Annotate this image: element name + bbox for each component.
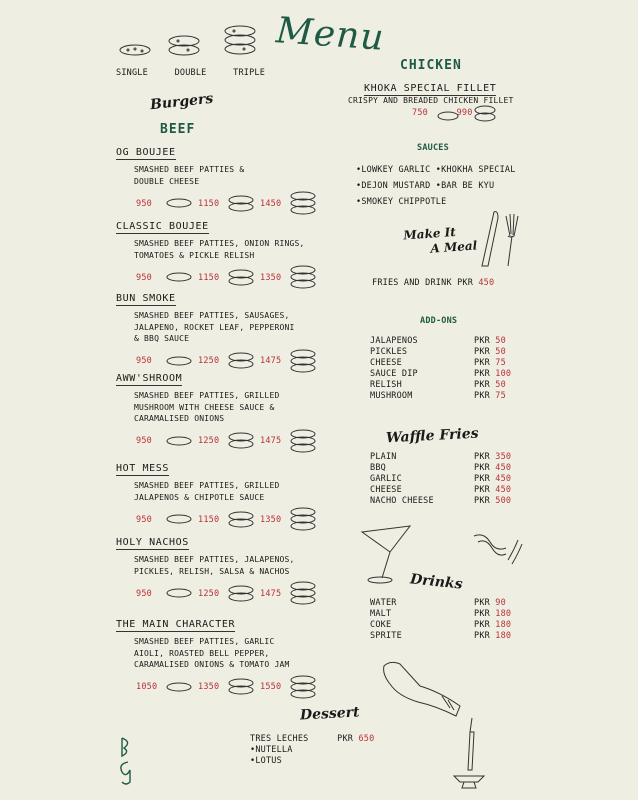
dessert-price: 650 <box>358 734 375 744</box>
sauce-item: •LOWKEY GARLIC <box>356 165 431 175</box>
waffle-price: 500 <box>495 496 512 506</box>
candle-icon <box>448 716 488 794</box>
burger-desc-line: TOMATOES & PICKLE RELISH <box>134 250 255 260</box>
patty-stack-icon <box>226 677 256 698</box>
drinks-item-name: COKE <box>370 620 392 630</box>
burger-desc-line: DOUBLE CHEESE <box>134 176 200 186</box>
burger-item <box>116 140 346 218</box>
size-labels <box>116 68 265 79</box>
burger-desc-line: SMASHED BEEF PATTIES, GARLIC <box>134 637 275 646</box>
addons-currency: PKR <box>474 347 490 357</box>
burger-desc <box>134 554 346 577</box>
sauce-item: •KHOKHA SPECIAL <box>435 165 516 175</box>
burgers-heading: Burgers <box>149 90 215 114</box>
drinks-list <box>370 598 570 642</box>
drinks-row <box>370 631 570 642</box>
meal-heading <box>403 223 478 258</box>
burger-price: 1150 <box>198 272 220 283</box>
sauces-list <box>356 162 516 210</box>
dessert-currency: PKR <box>337 734 354 744</box>
burger-price: 1450 <box>260 198 282 209</box>
waffle-item-name: CHEESE <box>370 485 402 495</box>
burger-desc <box>134 480 346 503</box>
drinks-currency: PKR <box>474 631 490 641</box>
chicken-price-double: 990 <box>456 108 473 118</box>
drinks-item-name: SPRITE <box>370 631 402 641</box>
burger-desc-line: SMASHED BEEF PATTIES, GRILLED <box>134 391 280 400</box>
burger-price: 1475 <box>260 588 282 599</box>
burger-desc <box>134 636 346 671</box>
burger-item <box>116 286 346 376</box>
dessert-name: TRES LECHES <box>250 734 309 744</box>
burger-desc-line: & BBQ SAUCE <box>134 334 190 343</box>
burger-price: 1350 <box>260 272 282 283</box>
patty-stack-icon <box>288 580 318 608</box>
drinks-currency: PKR <box>474 598 490 608</box>
burger-desc-line: SMASHED BEEF PATTIES, JALAPENOS, <box>134 555 295 564</box>
sauce-item: •SMOKEY CHIPPOTLE <box>356 197 447 207</box>
waffle-row <box>370 463 570 474</box>
burger-price: 1475 <box>260 436 282 446</box>
addons-currency: PKR <box>474 358 490 368</box>
burger-desc <box>134 390 346 425</box>
addons-item-name: PICKLES <box>370 347 408 357</box>
burger-desc-line: JALAPENO, ROCKET LEAF, PEPPERONI <box>134 322 295 332</box>
burger-name: BUN SMOKE <box>116 293 176 304</box>
sauce-item: •DEJON MUSTARD <box>356 181 431 191</box>
burger-desc-line: SMASHED BEEF PATTIES & <box>134 165 245 174</box>
burger-name: HOT MESS <box>116 463 169 474</box>
burger-price: 950 <box>136 514 152 525</box>
burger-item <box>116 214 346 292</box>
burger-name: OG BOUJEE <box>116 147 176 158</box>
drinks-item-name: WATER <box>370 598 397 608</box>
patty-stack-icon <box>164 587 194 601</box>
addons-currency: PKR <box>474 336 490 346</box>
burger-price: 1350 <box>198 682 220 692</box>
waffle-item-name: NACHO CHEESE <box>370 496 434 506</box>
addons-row <box>370 336 570 347</box>
addons-heading: ADD-ONS <box>420 316 458 326</box>
addons-list <box>370 336 570 402</box>
cocktail-glass-icon <box>360 524 414 588</box>
burger-price: 950 <box>136 436 152 446</box>
sauce-item: •BAR BE KYU <box>435 181 495 191</box>
single-patty-icon <box>118 42 152 62</box>
drinks-row <box>370 620 570 631</box>
burger-item <box>116 530 346 608</box>
burger-name: CLASSIC BOUJEE <box>116 221 209 232</box>
patty-stack-icon <box>226 510 256 531</box>
meal-line <box>372 278 494 289</box>
burger-desc <box>134 164 346 187</box>
patty-stack-icon <box>164 681 194 695</box>
addons-row <box>370 369 570 380</box>
drinks-heading: Drinks <box>409 571 464 593</box>
burger-desc-line: MUSHROOM WITH CHEESE SAUCE & <box>134 402 275 412</box>
dessert-option: •NUTELLA <box>250 745 293 755</box>
addons-item-name: JALAPENOS <box>370 336 418 346</box>
sauces-heading: SAUCES <box>417 143 449 153</box>
waffle-price: 450 <box>495 485 512 495</box>
waffle-price: 450 <box>495 463 512 473</box>
waffle-currency: PKR <box>474 452 490 462</box>
waffle-row <box>370 474 570 485</box>
burger-prices <box>136 674 346 702</box>
addons-currency: PKR <box>474 391 490 401</box>
burger-prices <box>136 428 346 456</box>
double-patty-icon <box>166 34 202 62</box>
waffle-row <box>370 485 570 496</box>
waffle-row <box>370 452 570 463</box>
chicken-single-icon <box>436 108 460 127</box>
burger-prices <box>136 580 346 608</box>
waffle-currency: PKR <box>474 474 490 484</box>
bacon-icon <box>472 530 524 574</box>
burger-price: 1250 <box>198 436 220 446</box>
burger-desc-line: PICKLES, RELISH, SALSA & NACHOS <box>134 566 290 576</box>
addons-item-name: CHEESE <box>370 358 402 368</box>
burger-item <box>116 456 346 534</box>
burger-name: THE MAIN CHARACTER <box>116 619 236 630</box>
patty-stack-icon <box>164 271 194 285</box>
glove-icon <box>380 656 470 724</box>
addons-row <box>370 391 570 402</box>
drinks-currency: PKR <box>474 620 490 630</box>
burger-desc-line: AIOLI, ROASTED BELL PEPPER, <box>134 648 270 658</box>
burger-price: 1250 <box>198 356 220 366</box>
burger-price: 1150 <box>198 198 220 209</box>
addons-price: 100 <box>495 369 512 379</box>
waffle-item-name: BBQ <box>370 463 386 473</box>
triple-patty-icon <box>222 24 258 62</box>
burger-item <box>116 612 346 702</box>
drinks-price: 180 <box>495 631 512 641</box>
waffle-row <box>370 496 570 507</box>
size-single: SINGLE <box>116 68 148 78</box>
waffle-item-name: GARLIC <box>370 474 402 484</box>
burger-item <box>116 366 346 456</box>
patty-stack-icon <box>226 431 256 452</box>
burger-name: HOLY NACHOS <box>116 537 189 548</box>
addons-item-name: MUSHROOM <box>370 391 413 401</box>
burger-price: 950 <box>136 198 152 209</box>
burger-price: 1350 <box>260 514 282 525</box>
burger-desc <box>134 310 346 345</box>
addons-price: 75 <box>495 358 506 368</box>
waffle-currency: PKR <box>474 496 490 506</box>
burger-desc-line: SMASHED BEEF PATTIES, SAUSAGES, <box>134 311 290 320</box>
drinks-row <box>370 598 570 609</box>
burger-price: 1475 <box>260 356 282 366</box>
beef-heading: BEEF <box>160 122 196 137</box>
addons-item-name: SAUCE DIP <box>370 369 418 379</box>
addons-row <box>370 380 570 391</box>
burger-desc-line: SMASHED BEEF PATTIES, GRILLED <box>134 481 280 490</box>
patty-stack-icon <box>288 428 318 456</box>
addons-price: 75 <box>495 391 506 401</box>
menu-title: Menu <box>274 10 386 59</box>
meal-text: FRIES AND DRINK PKR <box>372 278 474 288</box>
addons-item-name: RELISH <box>370 380 402 390</box>
patty-stack-icon <box>226 584 256 605</box>
patty-stack-icon <box>164 513 194 527</box>
burger-price: 950 <box>136 356 152 366</box>
addons-row <box>370 347 570 358</box>
chicken-double-icon <box>472 104 498 128</box>
chicken-heading: CHICKEN <box>400 58 462 73</box>
chicken-item-name: KHOKA SPECIAL FILLET <box>364 83 497 94</box>
knife-fork-icon <box>474 206 524 276</box>
size-triple: TRIPLE <box>233 68 266 78</box>
burger-price: 950 <box>136 588 152 599</box>
waffle-price: 350 <box>495 452 512 462</box>
meal-heading-line2: A Meal <box>430 238 478 256</box>
dessert-block <box>250 734 374 767</box>
drinks-item-name: MALT <box>370 609 392 619</box>
patty-stack-icon <box>288 674 318 702</box>
addons-currency: PKR <box>474 380 490 390</box>
burger-name: AWW'SHROOM <box>116 373 183 384</box>
patty-stack-icon <box>164 435 194 449</box>
dessert-option: •LOTUS <box>250 756 282 766</box>
burger-desc-line: SMASHED BEEF PATTIES, ONION RINGS, <box>134 239 305 248</box>
drinks-price: 180 <box>495 609 512 619</box>
meal-heading-line1: Make It <box>403 224 457 243</box>
waffle-heading: Waffle Fries <box>385 425 479 447</box>
addons-price: 50 <box>495 347 506 357</box>
dessert-heading: Dessert <box>299 704 360 724</box>
addons-row <box>370 358 570 369</box>
burger-price: 1250 <box>198 588 220 599</box>
burger-desc-line: CARAMALISED ONIONS <box>134 414 225 423</box>
drinks-currency: PKR <box>474 609 490 619</box>
addons-currency: PKR <box>474 369 490 379</box>
burger-desc <box>134 238 346 261</box>
addons-price: 50 <box>495 336 506 346</box>
meal-price: 450 <box>478 278 495 288</box>
brand-monogram-logo <box>114 734 138 790</box>
waffle-list <box>370 452 570 507</box>
addons-price: 50 <box>495 380 506 390</box>
burger-price: 1050 <box>136 682 158 692</box>
patty-stack-icon <box>226 194 256 215</box>
burger-price: 950 <box>136 272 152 283</box>
burger-desc-line: CARAMALISED ONIONS & TOMATO JAM <box>134 660 290 669</box>
waffle-price: 450 <box>495 474 512 484</box>
burger-price: 1550 <box>260 682 282 692</box>
drinks-price: 180 <box>495 620 512 630</box>
waffle-currency: PKR <box>474 485 490 495</box>
waffle-currency: PKR <box>474 463 490 473</box>
patty-stack-icon <box>164 197 194 211</box>
chicken-price-single: 750 <box>412 108 428 118</box>
burger-desc-line: JALAPENOS & CHIPOTLE SAUCE <box>134 492 265 502</box>
drinks-price: 90 <box>495 598 506 608</box>
size-double: DOUBLE <box>174 68 207 78</box>
burger-price: 1150 <box>198 514 220 525</box>
waffle-item-name: PLAIN <box>370 452 397 462</box>
chicken-desc: CRISPY AND BREADED CHICKEN FILLET <box>348 96 514 105</box>
drinks-row <box>370 609 570 620</box>
